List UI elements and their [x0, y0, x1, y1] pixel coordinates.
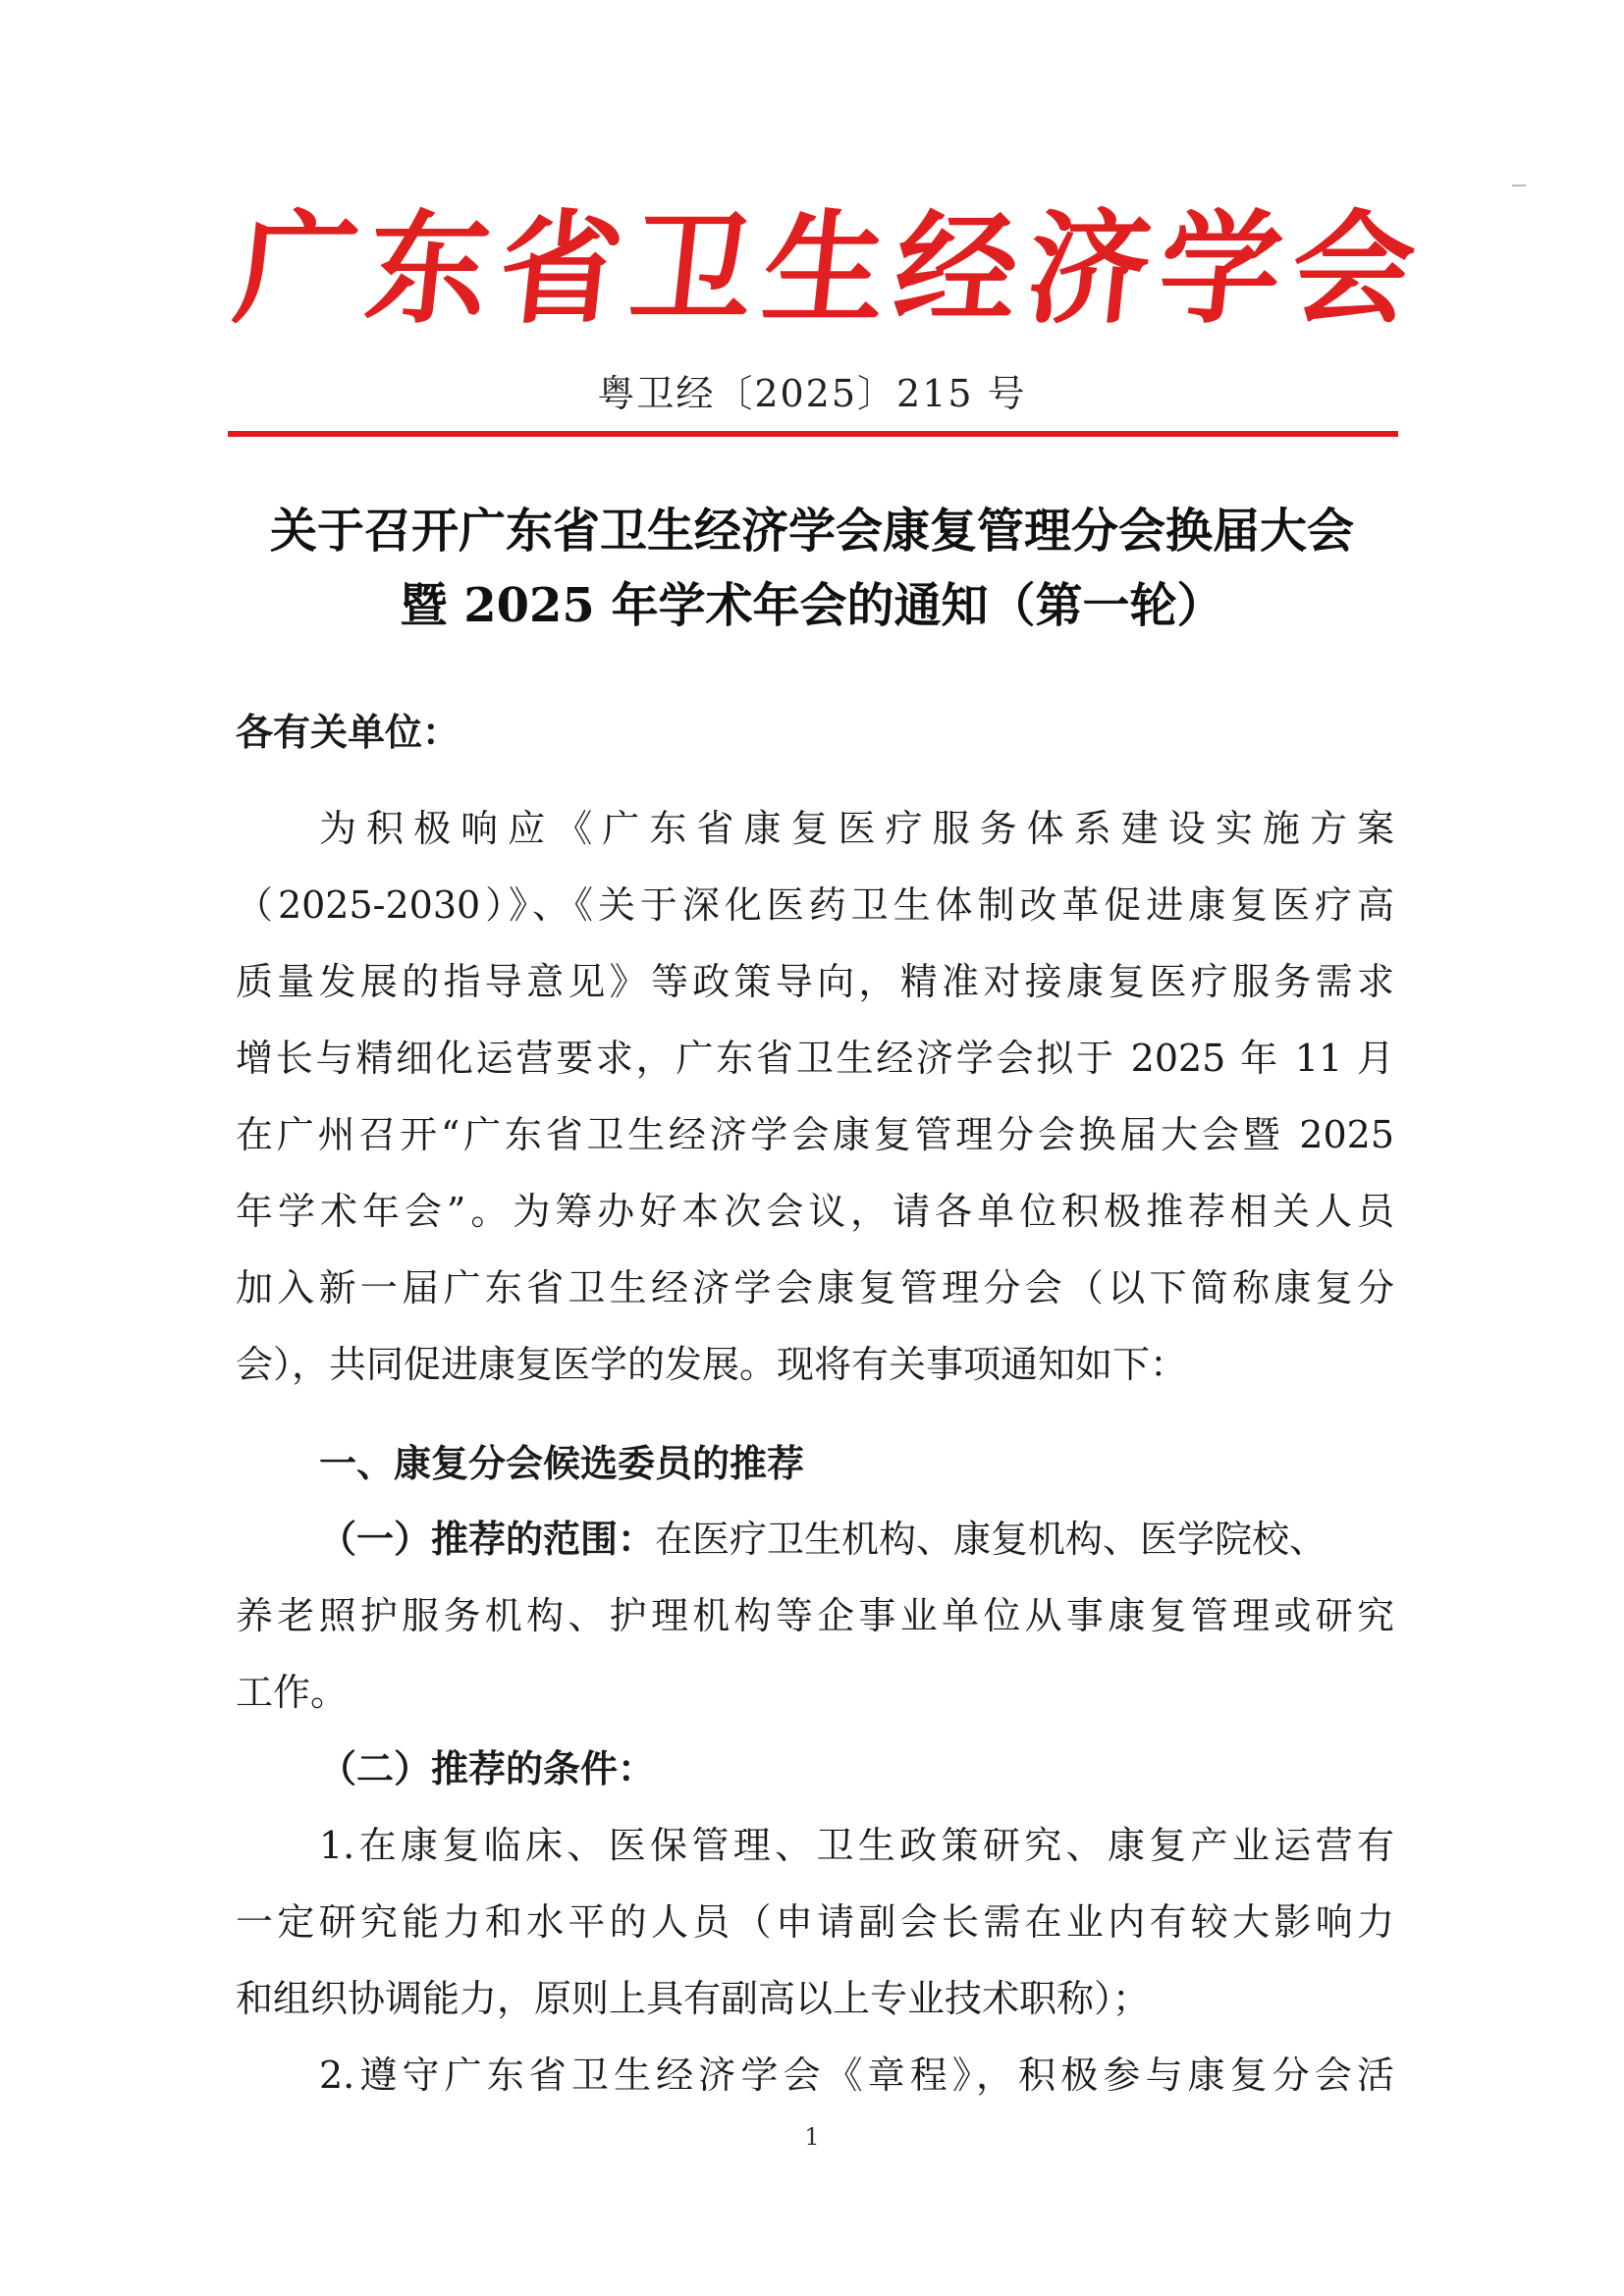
body-line: 为积极响应《广东省康复医疗服务体系建设实施方案 — [319, 807, 1394, 850]
scope-paragraph-line — [319, 1512, 1394, 1567]
body-line: 和组织协调能力，原则上具有副高以上专业技术职称）； — [236, 1977, 1151, 2020]
body-line: 质量发展的指导意见》等政策导向，精准对接康复医疗服务需求 — [236, 960, 1394, 1003]
body-line: 加入新一届广东省卫生经济学会康复管理分会（以下简称康复分 — [236, 1266, 1394, 1309]
notice-title-line-1: 关于召开广东省卫生经济学会康复管理分会换届大会 — [269, 504, 1354, 559]
masthead-char: 会 — [1284, 198, 1422, 341]
document-number: 粤卫经〔2025〕215 号 — [597, 372, 1027, 415]
body-line: 在广州召开“广东省卫生经济学会康复管理分会换届大会暨 2025 — [236, 1113, 1394, 1156]
body-line: 工作。 — [236, 1671, 349, 1714]
section-heading: 一、康复分会候选委员的推荐 — [319, 1441, 805, 1485]
masthead-char: 济 — [1020, 198, 1158, 341]
scan-mark — [1512, 185, 1526, 187]
scope-label: （一）推荐的范围： — [319, 1517, 656, 1561]
masthead-char: 生 — [756, 198, 893, 341]
org-masthead — [228, 191, 1422, 348]
body-line: 2.遵守广东省卫生经济学会《章程》，积极参与康复分会活 — [319, 2054, 1394, 2097]
body-line: 1.在康复临床、医保管理、卫生政策研究、康复产业运营有 — [319, 1824, 1394, 1867]
body-line: （2025-2030）》、《关于深化医药卫生体制改革促进康复医疗高 — [236, 883, 1394, 927]
body-line: 会），共同促进康复医学的发展。现将有关事项通知如下： — [236, 1343, 1188, 1386]
masthead-char: 省 — [492, 198, 629, 341]
body-line: 养老照护服务机构、护理机构等企事业单位从事康复管理或研究 — [236, 1594, 1394, 1637]
masthead-char: 学 — [1152, 198, 1290, 341]
masthead-char: 经 — [888, 198, 1026, 341]
scope-text: 在医疗卫生机构、康复机构、医学院校、 — [655, 1518, 1327, 1561]
salutation: 各有关单位： — [236, 710, 460, 754]
red-divider — [228, 431, 1398, 437]
notice-title-line-2: 暨 2025 年学术年会的通知（第一轮） — [400, 578, 1224, 633]
body-line: 年学术年会”。为筹办好本次会议，请各单位积极推荐相关人员 — [236, 1190, 1394, 1233]
page-number: 1 — [804, 2123, 820, 2151]
masthead-char: 东 — [359, 198, 498, 341]
masthead-char: 广 — [228, 198, 365, 341]
body-line: 一定研究能力和水平的人员（申请副会长需在业内有较大影响力 — [236, 1900, 1394, 1944]
conditions-label: （二）推荐的条件： — [319, 1746, 656, 1790]
body-line: 增长与精细化运营要求，广东省卫生经济学会拟于 2025 年 11 月 — [236, 1037, 1394, 1080]
masthead-char: 卫 — [623, 198, 762, 341]
